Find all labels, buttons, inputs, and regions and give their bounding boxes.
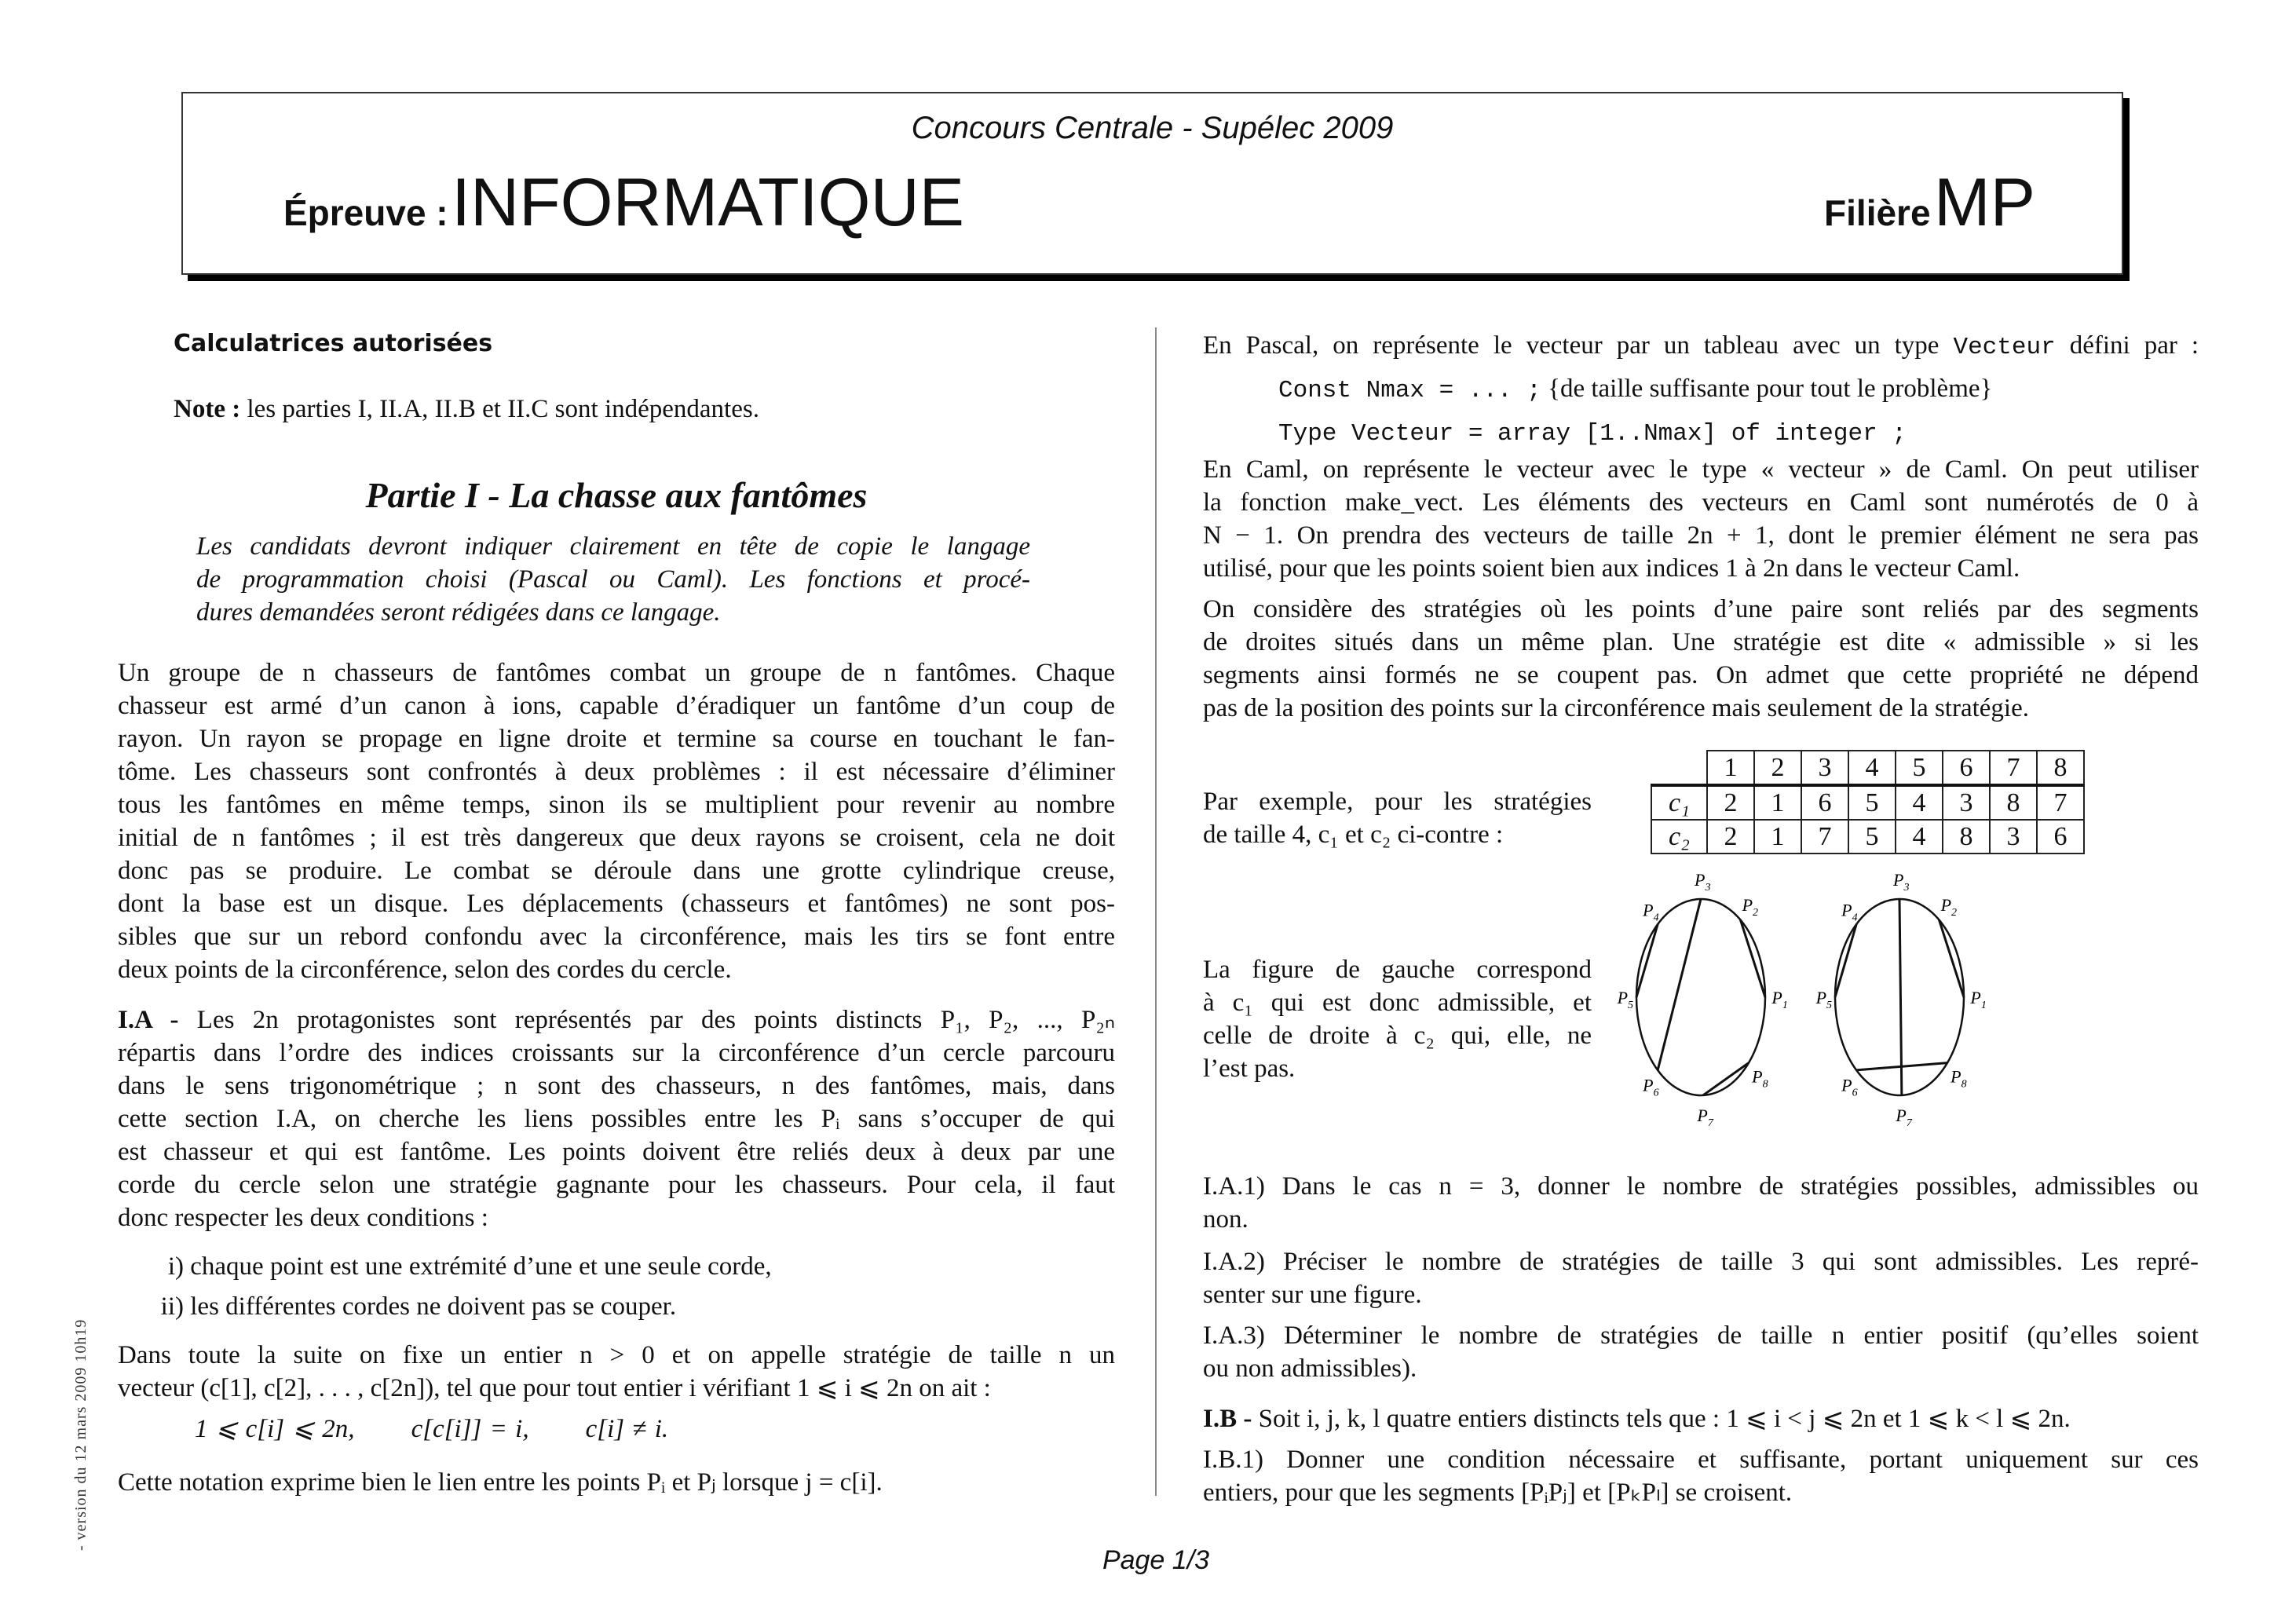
ib-text: Soit i, j, k, l quatre entiers distincts tels que : 1 ⩽ i < j ⩽ 2n et 1 ⩽ k < l ⩽ 2n. <box>1252 1405 2071 1433</box>
point-label: $P_6$ <box>1841 1075 1858 1099</box>
table-cell: 4 <box>1896 785 1943 820</box>
point-label: $P_2$ <box>1940 894 1958 919</box>
formula-part: c[i] ≠ i. <box>585 1415 669 1443</box>
strategy-table <box>1651 750 2085 854</box>
strategy-figures <box>1602 864 2042 1131</box>
point-label: $P_3$ <box>1893 870 1910 894</box>
text-line: de programmation choisi (Pascal ou Caml). Les fonctions et procé- <box>196 565 1030 594</box>
text-line: initial de n fantômes ; il est très dangereux que deux rayons se croisent, cela ne doit <box>118 824 1115 852</box>
table-cell: 4 <box>1896 820 1943 854</box>
version-note: - version du 12 mars 2009 10h19 <box>72 1318 90 1551</box>
text-line: vecteur (c[1], c[2], . . . , c[2n]), tel que pour tout entier i vérifiant 1 ⩽ i ⩽ 2n on ait : <box>118 1374 991 1402</box>
text-line: cette section I.A, on cherche les liens possibles entre les Pᵢ sans s’occuper de qui <box>118 1105 1115 1133</box>
note-text: les parties I, II.A, II.B et II.C sont indépendantes. <box>240 395 759 423</box>
ib-label: I.B - <box>1203 1405 1252 1433</box>
text-line: deux points de la circonférence, selon des cordes du cercle. <box>118 956 732 984</box>
text-line: senter sur une figure. <box>1203 1281 1422 1309</box>
text-line: la fonction make_vect. Les éléments des vecteurs en Caml sont numérotés de 0 à <box>1203 488 2199 517</box>
question-ia3 <box>1203 1319 2199 1385</box>
text-line: tôme. Les chasseurs sont confrontés à deux problèmes : il est nécessaire d’éliminer <box>118 758 1115 786</box>
filiere <box>1824 164 2035 242</box>
caml-paragraph <box>1203 453 2199 585</box>
chord <box>1703 1063 1749 1095</box>
chord <box>1835 924 1856 997</box>
conditions-list <box>149 1250 772 1323</box>
table-cell: 3 <box>1943 785 1990 820</box>
text-line: celle de droite à c₂ qui, elle, ne <box>1203 1022 1592 1050</box>
ia-paragraph <box>118 1003 1115 1234</box>
const-comment: {de taille suffisante pour tout le problème} <box>1541 375 1993 403</box>
table-cell: 6 <box>2037 820 2084 854</box>
text-line: N − 1. On prendra des vecteurs de taille 2n + 1, dont le premier élément ne sera pas <box>1203 521 2199 550</box>
text-line: I.A.1) Dans le cas n = 3, donner le nombre de stratégies possibles, admissibles ou <box>1203 1172 2199 1201</box>
point-label: $P_8$ <box>1951 1066 1967 1091</box>
text-line: Les candidats devront indiquer clairement en tête de copie le langage <box>196 532 1030 561</box>
considere-paragraph <box>1203 593 2199 725</box>
text-line: La figure de gauche correspond <box>1203 956 1592 984</box>
point-label: $P_3$ <box>1695 870 1711 894</box>
epreuve-value: INFORMATIQUE <box>452 165 965 240</box>
table-cell: 5 <box>1896 751 1943 785</box>
formula <box>195 1413 668 1446</box>
condition-num: ii) <box>160 1292 184 1321</box>
table-cell: 1 <box>1707 751 1754 785</box>
table-cell: 2 <box>1707 785 1754 820</box>
text-line: I.B.1) Donner une condition nécessaire et suffisante, portant uniquement sur ces <box>1203 1446 2199 1474</box>
text-line: à c₁ qui est donc admissible, et <box>1203 989 1592 1017</box>
code-vecteur: Vecteur <box>1953 334 2056 361</box>
text-line: dans le sens trigonométrique ; n sont des chasseurs, n des fantômes, mais, dans <box>118 1072 1115 1100</box>
filiere-value: MP <box>1934 165 2035 240</box>
table-cell: 6 <box>1801 785 1848 820</box>
table-cell: 5 <box>1848 820 1896 854</box>
note <box>174 393 759 426</box>
text-line: Un groupe de n chasseurs de fantômes combat un groupe de n fantômes. Chaque <box>118 659 1115 687</box>
point-label: $P_4$ <box>1841 900 1858 924</box>
groupe-paragraph <box>118 656 1115 986</box>
chord <box>1939 919 1964 997</box>
figure-paragraph <box>1203 953 1592 1085</box>
text-line: I.A.2) Préciser le nombre de stratégies de taille 3 qui sont admissibles. Les repré- <box>1203 1248 2199 1276</box>
point-label: $P_2$ <box>1742 894 1759 919</box>
question-ib1 <box>1203 1443 2199 1509</box>
point-label: $P_4$ <box>1643 900 1659 924</box>
page-number: Page 1/3 <box>1102 1545 1210 1575</box>
point-label: $P_7$ <box>1697 1105 1713 1129</box>
ia-lines <box>118 1036 1115 1234</box>
question-ia1 <box>1203 1170 2199 1236</box>
table-cell: 3 <box>1801 751 1848 785</box>
table-cell: 3 <box>1990 820 2037 854</box>
table-cell: 8 <box>1943 820 1990 854</box>
text-line: corde du cercle selon une stratégie gagnante pour les chasseurs. Pour cela, il faut <box>118 1171 1115 1199</box>
point-label: $P_5$ <box>1815 988 1833 1011</box>
epreuve-label: Épreuve : <box>283 192 448 233</box>
table-cell: 6 <box>1943 751 1990 785</box>
text-line: I.A.3) Déterminer le nombre de stratégies de taille n entier positif (qu’elles soient <box>1203 1321 2199 1350</box>
table-cell: 8 <box>1990 785 2037 820</box>
text-line: chasseur est armé d’un canon à ions, capable d’éradiquer un fantôme d’un coup de <box>118 692 1115 720</box>
cette-paragraph: Cette notation exprime bien le lien entre les points Pᵢ et Pⱼ lorsque j = c[i]. <box>118 1468 883 1497</box>
text-line: pas de la position des points sur la circonférence mais seulement de la stratégie. <box>1203 694 2029 722</box>
text-line: utilisé, pour que les points soient bien aux indices 1 à 2n dans le vecteur Caml. <box>1203 554 2020 583</box>
chord <box>1658 899 1701 1070</box>
condition-text: les différentes cordes ne doivent pas se couper. <box>190 1292 677 1321</box>
pascal-paragraph <box>1203 329 2199 451</box>
table-cell: 7 <box>2037 785 2084 820</box>
text-line: est chasseur et qui est fantôme. Les points doivent être reliés deux à deux par une <box>118 1138 1115 1166</box>
text-line: En Caml, on représente le vecteur avec le type « vecteur » de Caml. On peut utiliser <box>1203 455 2199 484</box>
intro-paragraph <box>196 530 1030 629</box>
text-line: dures demandées seront rédigées dans ce langage. <box>196 598 721 627</box>
exam-header-box <box>181 92 2123 275</box>
table-row <box>1651 820 2084 854</box>
text-line: rayon. Un rayon se propage en ligne droite et termine sa course en touchant le fan- <box>118 725 1115 753</box>
text-line: de droites situés dans un même plan. Une stratégie est dite « admissible » si les <box>1203 628 2199 656</box>
exemple-paragraph <box>1203 785 1592 851</box>
formula-part: 1 ⩽ c[i] ⩽ 2n, <box>195 1415 355 1443</box>
table-row <box>1651 785 2084 820</box>
point-label: $P_7$ <box>1896 1105 1912 1129</box>
point-label: $P_1$ <box>1970 988 1987 1011</box>
text-line: Dans toute la suite on fixe un entier n > 0 et on appelle stratégie de taille n un <box>118 1341 1115 1369</box>
ia-label: I.A - <box>118 1006 179 1034</box>
table-cell: 7 <box>1990 751 2037 785</box>
point-label: $P_8$ <box>1752 1066 1768 1091</box>
epreuve <box>283 164 964 242</box>
table-cell: 2 <box>1707 820 1754 854</box>
dans-paragraph <box>118 1339 1115 1405</box>
row-label: c₁ <box>1651 785 1707 820</box>
text-line: donc respecter les deux conditions : <box>118 1204 488 1232</box>
chord <box>1636 924 1658 997</box>
point-label: $P_5$ <box>1617 988 1634 1011</box>
calculatrices: Calculatrices autorisées <box>174 330 493 357</box>
partie-title: Partie I - La chasse aux fantômes <box>365 475 868 515</box>
text-line: dont la base est un disque. Les déplacements (chasseurs et fantômes) ne sont pos- <box>118 890 1115 918</box>
table-cell: 7 <box>1801 820 1848 854</box>
note-label: Note : <box>174 395 241 423</box>
text-line: tous les fantômes en même temps, sinon ils se multiplient pour revenir au nombre <box>118 791 1115 819</box>
text-line: ou non admissibles). <box>1203 1354 1417 1383</box>
ia-first-line: Les 2n protagonistes sont représentés par des points distincts P₁, P₂, ..., P₂ₙ <box>178 1006 1115 1034</box>
text: défini par : <box>2055 331 2199 360</box>
row-label: c₂ <box>1651 820 1707 854</box>
text-line: l’est pas. <box>1203 1055 1296 1083</box>
condition-num: i) <box>167 1252 184 1281</box>
text-line: non. <box>1203 1205 1249 1234</box>
question-ia2 <box>1203 1245 2199 1311</box>
point-label: $P_6$ <box>1643 1075 1659 1099</box>
text-line: sibles que sur un rebord confondu avec la circonférence, mais les tirs se font entre <box>118 923 1115 951</box>
text-line: entiers, pour que les segments [PᵢPⱼ] et [PₖPₗ] se croisent. <box>1203 1479 1793 1507</box>
text: En Pascal, on représente le vecteur par un tableau avec un type <box>1203 331 1954 360</box>
table-cell: 2 <box>1754 751 1801 785</box>
chord <box>1740 919 1765 997</box>
table-cell: 8 <box>2037 751 2084 785</box>
table-cell: 1 <box>1754 820 1801 854</box>
text-line: donc pas se produire. Le combat se déroule dans une grotte cylindrique creuse, <box>118 857 1115 885</box>
text-line: segments ainsi formés ne se coupent pas. On admet que cette propriété ne dépend <box>1203 661 2199 689</box>
table-cell: 1 <box>1754 785 1801 820</box>
text-line: répartis dans l’ordre des indices croissants sur la circonférence d’un cercle parcouru <box>118 1039 1115 1067</box>
text-line: de taille 4, c₁ et c₂ ci-contre : <box>1203 821 1504 849</box>
point-label: $P_1$ <box>1771 988 1788 1011</box>
text-line: On considère des stratégies où les points d’une paire sont reliés par des segments <box>1203 595 2199 623</box>
table-cell: 4 <box>1848 751 1896 785</box>
formula-part: c[c[i]] = i, <box>411 1415 529 1443</box>
text-line: Par exemple, pour les stratégies <box>1203 788 1592 816</box>
ib-paragraph <box>1203 1402 2071 1435</box>
table-cell: 5 <box>1848 785 1896 820</box>
table-header-row <box>1651 751 2084 785</box>
condition-text: chaque point est une extrémité d’une et une seule corde, <box>190 1252 772 1281</box>
const-code: Const Nmax = ... ; <box>1278 377 1541 404</box>
type-code: Type Vecteur = array [1..Nmax] of integer ; <box>1278 420 1907 448</box>
filiere-label: Filière <box>1824 192 1931 233</box>
concours-title: Concours Centrale - Supélec 2009 <box>911 111 1394 145</box>
column-separator <box>1155 327 1157 1496</box>
